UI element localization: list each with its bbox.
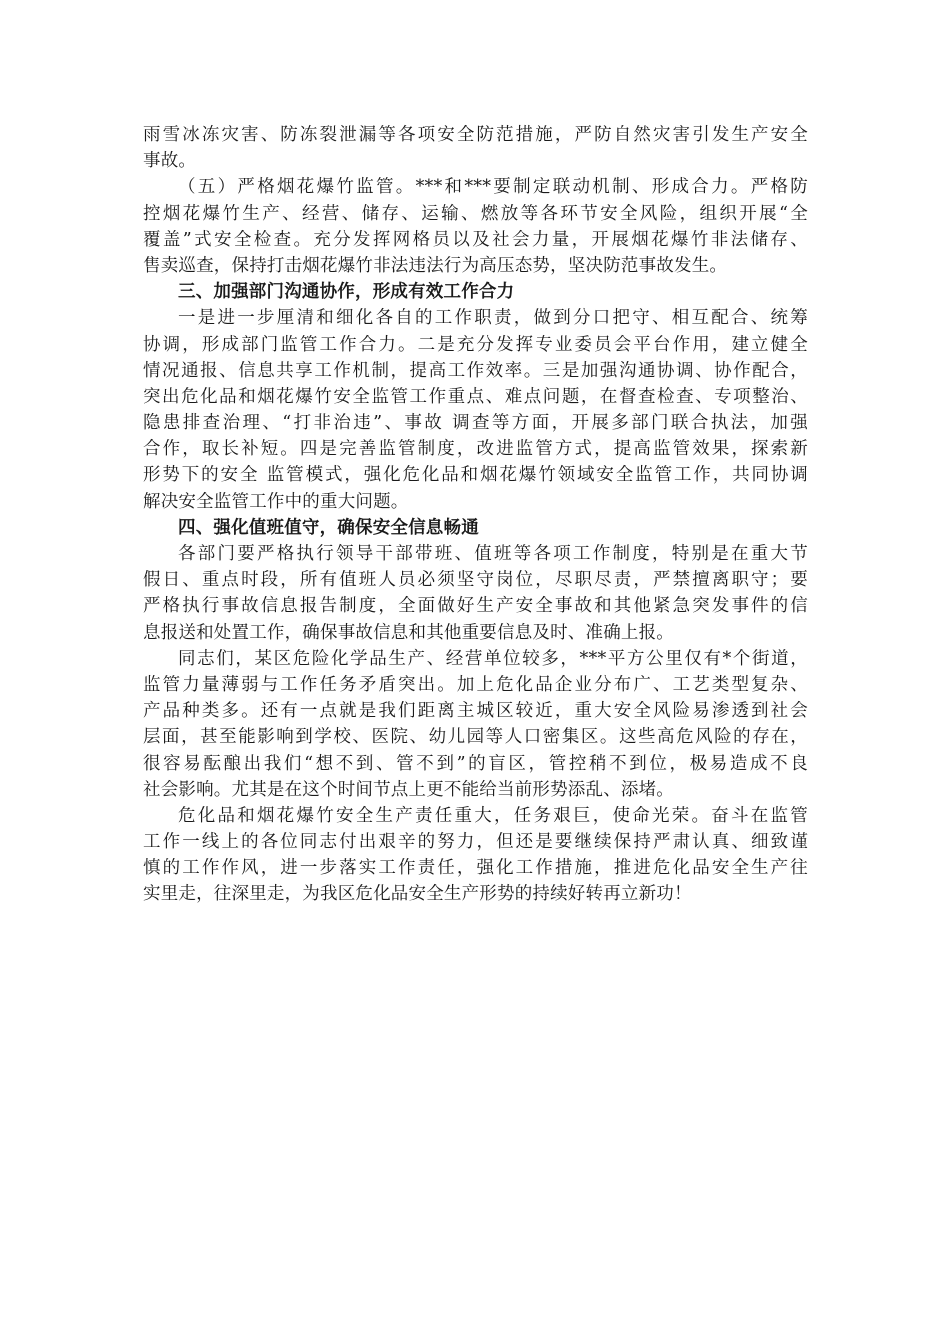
text-line: 慎的工作作风，进一步落实工作责任，强化工作措施，推进危化品安全生产往 — [143, 858, 808, 879]
text-line: 很容易酝酿出我们“想不到、管不到”的盲区，管控稍不到位，极易造成不良 — [143, 753, 808, 774]
text-line: 隐患排查治理、“打非治违”、事故 调查等方面，开展多部门联合执法，加强 — [143, 413, 808, 434]
text-line: 售卖巡查，保持打击烟花爆竹非法违法行为高压态势，坚决防范事故发生。 — [143, 255, 728, 276]
text-line: （五）严格烟花爆竹监管。***和***要制定联动机制、形成合力。严格防 — [178, 177, 808, 198]
paragraph — [143, 541, 808, 646]
section-heading — [143, 515, 808, 541]
text-line: 形势下的安全 监管模式，强化危化品和烟花爆竹领域安全监管工作，共同协调 — [143, 465, 808, 486]
text-line: 息报送和处置工作，确保事故信息和其他重要信息及时、准确上报。 — [143, 622, 674, 643]
paragraph — [143, 122, 808, 174]
section-heading — [143, 279, 808, 305]
text-line: 假日、重点时段，所有值班人员必须坚守岗位，尽职尽责，严禁擅离职守；要 — [143, 570, 808, 591]
text-line: 各部门要严格执行领导干部带班、值班等各项工作制度，特别是在重大节 — [178, 544, 808, 564]
text-line: 社会影响。尤其是在这个时间节点上更不能给当前形势添乱、添堵。 — [143, 779, 674, 800]
text-line: 一是进一步厘清和细化各自的工作职责，做到分口把守、相互配合、统筹 — [178, 308, 808, 329]
text-line: 覆盖”式安全检查。充分发挥网格员以及社会力量，开展烟花爆竹非法储存、 — [143, 229, 808, 250]
text-line: 严格执行事故信息报告制度，全面做好生产安全事故和其他紧急突发事件的信 — [143, 596, 808, 617]
text-line: 解决安全监管工作中的重大问题。 — [143, 491, 409, 512]
text-line: 同志们，某区危险化学品生产、经营单位较多，***平方公里仅有*个街道， — [178, 648, 808, 669]
heading-text: 四、强化值班值守，确保安全信息畅通 — [178, 517, 479, 538]
text-line: 事故。 — [143, 151, 197, 172]
text-line: 突出危化品和烟花爆竹安全监管工作重点、难点问题，在督查检查、专项整治、 — [143, 386, 808, 407]
text-line: 层面，甚至能影响到学校、医院、幼儿园等人口密集区。这些高危风险的存在， — [143, 727, 808, 748]
text-line: 情况通报、信息共享工作机制，提高工作效率。三是加强沟通协调、协作配合， — [143, 360, 808, 381]
text-line: 协调，形成部门监管工作合力。二是充分发挥专业委员会平台作用，建立健全 — [143, 334, 808, 355]
paragraph — [143, 803, 808, 908]
paragraph — [143, 646, 808, 803]
text-line: 雨雪冰冻灾害、防冻裂泄漏等各项安全防范措施，严防自然灾害引发生产安全 — [143, 125, 808, 145]
text-line: 工作一线上的各位同志付出艰辛的努力，但还是要继续保持严肃认真、细致谨 — [143, 832, 808, 853]
heading-text: 三、加强部门沟通协作，形成有效工作合力 — [178, 282, 515, 303]
paragraph — [143, 174, 808, 279]
text-line: 危化品和烟花爆竹安全生产责任重大，任务艰巨，使命光荣。奋斗在监管 — [178, 805, 808, 826]
text-line: 合作，取长补短。四是完善监管制度，改进监管方式，提高监管效果，探索新 — [143, 439, 808, 460]
document-page — [143, 122, 808, 908]
text-line: 实里走，往深里走，为我区危化品安全生产形势的持续好转再立新功！ — [143, 884, 692, 905]
text-line: 监管力量薄弱与工作任务矛盾突出。加上危化品企业分布广、工艺类型复杂、 — [143, 674, 808, 695]
paragraph — [143, 305, 808, 515]
text-line: 控烟花爆竹生产、经营、储存、运输、燃放等各环节安全风险，组织开展“全 — [143, 203, 808, 224]
text-line: 产品种类多。还有一点就是我们距离主城区较近，重大安全风险易渗透到社会 — [143, 701, 808, 722]
